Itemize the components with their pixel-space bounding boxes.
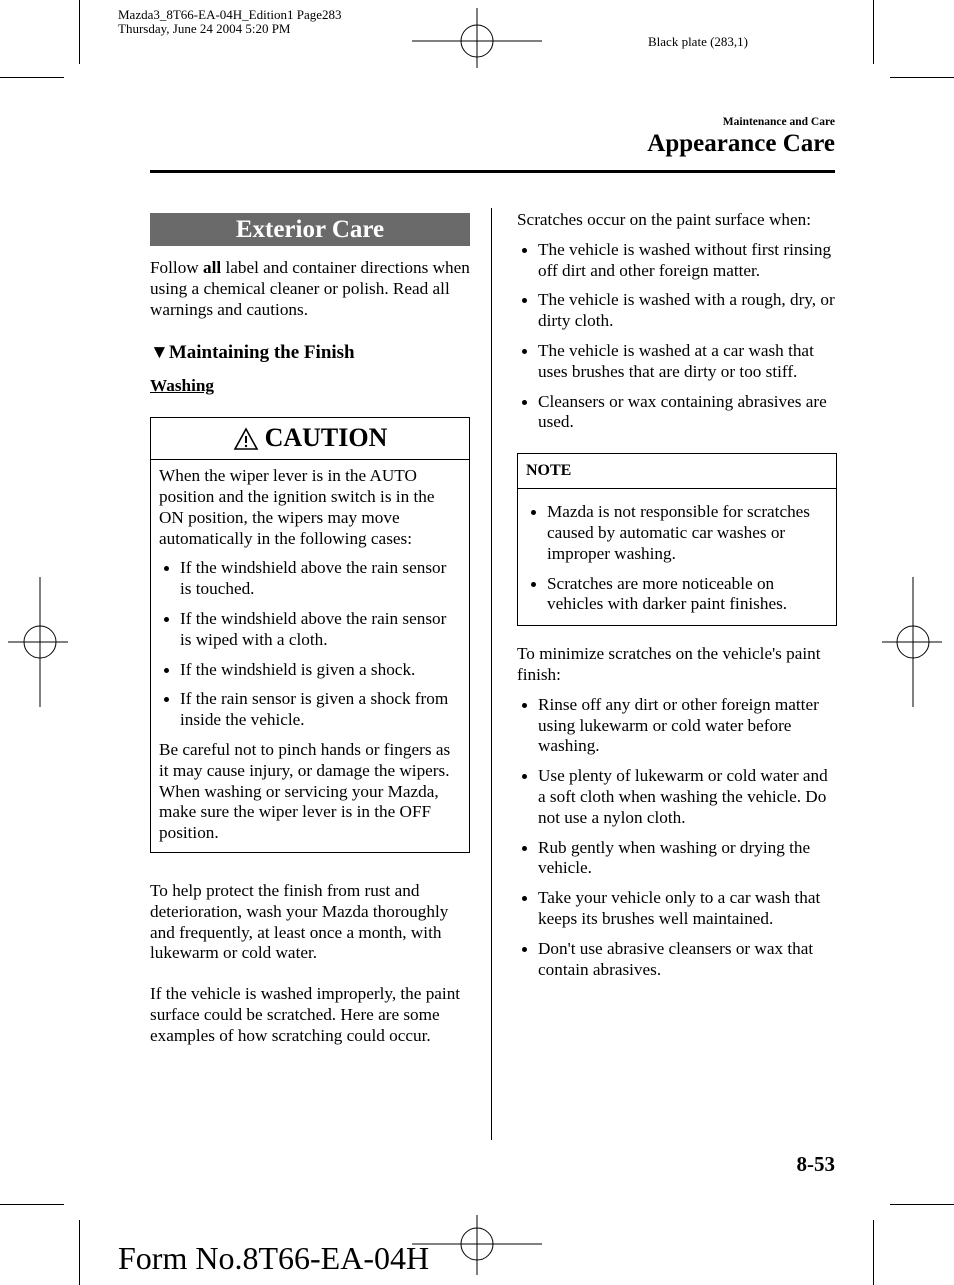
caution-header: [151, 418, 469, 460]
print-meta-line1: Mazda3_8T66-EA-04H_Edition1 Page283: [118, 7, 342, 22]
list-item: The vehicle is washed at a car wash that uses brushes that are dirty or too stiff.: [517, 341, 837, 383]
list-item: If the windshield is given a shock.: [159, 660, 461, 681]
scratches-intro: Scratches occur on the paint surface when:: [517, 210, 811, 229]
warning-triangle-icon: [233, 427, 259, 451]
caution-body: [151, 460, 469, 852]
crop-mark: [0, 77, 64, 78]
list-item: The vehicle is washed without first rinsing off dirt and other foreign matter.: [517, 240, 837, 282]
page-number: 8-53: [796, 1152, 835, 1176]
registration-mark-icon: [8, 577, 68, 707]
intro-paragraph: Follow all label and container directions when using a chemical cleaner or polish. Read all warnings and cautions.: [150, 258, 470, 319]
note-body: [518, 489, 836, 625]
print-metadata: [118, 8, 341, 36]
list-item: If the windshield above the rain sensor is wiped with a cloth.: [159, 609, 461, 651]
minimize-intro: To minimize scratches on the vehicle's paint finish:: [517, 644, 821, 684]
exterior-care-banner: Exterior Care: [150, 213, 470, 246]
caution-title: CAUTION: [264, 423, 388, 453]
crop-mark: [873, 0, 874, 64]
caution-box: [150, 417, 470, 853]
crop-mark: [890, 1204, 954, 1205]
minimize-list: [517, 695, 837, 981]
sub-heading: ▼Maintaining the Finish: [150, 342, 355, 364]
crop-mark: [0, 1204, 64, 1205]
list-item: Don't use abrasive cleansers or wax that contain abrasives.: [517, 939, 837, 981]
page-title: Appearance Care: [647, 130, 835, 157]
list-item: Take your vehicle only to a car wash that keeps its brushes well maintained.: [517, 888, 837, 930]
note-title: NOTE: [518, 454, 836, 489]
triangle-down-icon: ▼: [150, 342, 169, 364]
list-item: Use plenty of lukewarm or cold water and a soft cloth when washing the vehicle. Do not use a nylon cloth.: [517, 766, 837, 828]
crop-mark: [890, 77, 954, 78]
registration-mark-icon: [412, 8, 542, 68]
note-box: [517, 453, 837, 626]
caution-list: [159, 558, 461, 731]
paragraph: If the vehicle is washed improperly, the paint surface could be scratched. Here are some examples of how scratching could occur.: [150, 984, 461, 1045]
scratches-list: [517, 240, 837, 433]
registration-mark-icon: [412, 1215, 542, 1275]
washing-heading: Washing: [150, 376, 215, 396]
column-divider: [491, 208, 492, 1140]
list-item: Cleansers or wax containing abrasives are used.: [517, 392, 837, 434]
list-item: Scratches are more noticeable on vehicles with darker paint finishes.: [526, 574, 828, 616]
caution-after: Be careful not to pinch hands or fingers as it may cause injury, or damage the wipers. When washing or servicing your Mazda, make sure the wiper lever is in the OFF position.: [159, 739, 451, 843]
intro-emphasis: all: [203, 258, 222, 277]
note-list: [526, 502, 828, 615]
list-item: If the rain sensor is given a shock from inside the vehicle.: [159, 689, 461, 731]
caution-intro: When the wiper lever is in the AUTO position and the ignition switch is in the ON position, the wipers may move automatically in the following cases:: [159, 466, 435, 548]
list-item: The vehicle is washed with a rough, dry, or dirty cloth.: [517, 290, 837, 332]
registration-mark-icon: [882, 577, 942, 707]
section-label: Maintenance and Care: [722, 116, 835, 128]
list-item: Mazda is not responsible for scratches caused by automatic car washes or improper washing.: [526, 502, 828, 564]
list-item: Rub gently when washing or drying the vehicle.: [517, 838, 837, 880]
form-number: Form No.8T66-EA-04H: [118, 1240, 430, 1276]
crop-mark: [79, 1220, 80, 1285]
right-column: [517, 210, 837, 980]
left-column: [150, 213, 470, 1047]
crop-mark: [79, 0, 80, 64]
plate-label: Black plate (283,1): [648, 34, 748, 49]
header-rule: [150, 170, 835, 173]
paragraph: To help protect the finish from rust and deterioration, wash your Mazda thoroughly and frequently, at least once a month, with lukewarm or cold water.: [150, 880, 449, 963]
print-meta-line2: Thursday, June 24 2004 5:20 PM: [118, 21, 291, 36]
list-item: Rinse off any dirt or other foreign matter using lukewarm or cold water before washing.: [517, 695, 837, 757]
list-item: If the windshield above the rain sensor is touched.: [159, 558, 461, 600]
crop-mark: [873, 1220, 874, 1285]
